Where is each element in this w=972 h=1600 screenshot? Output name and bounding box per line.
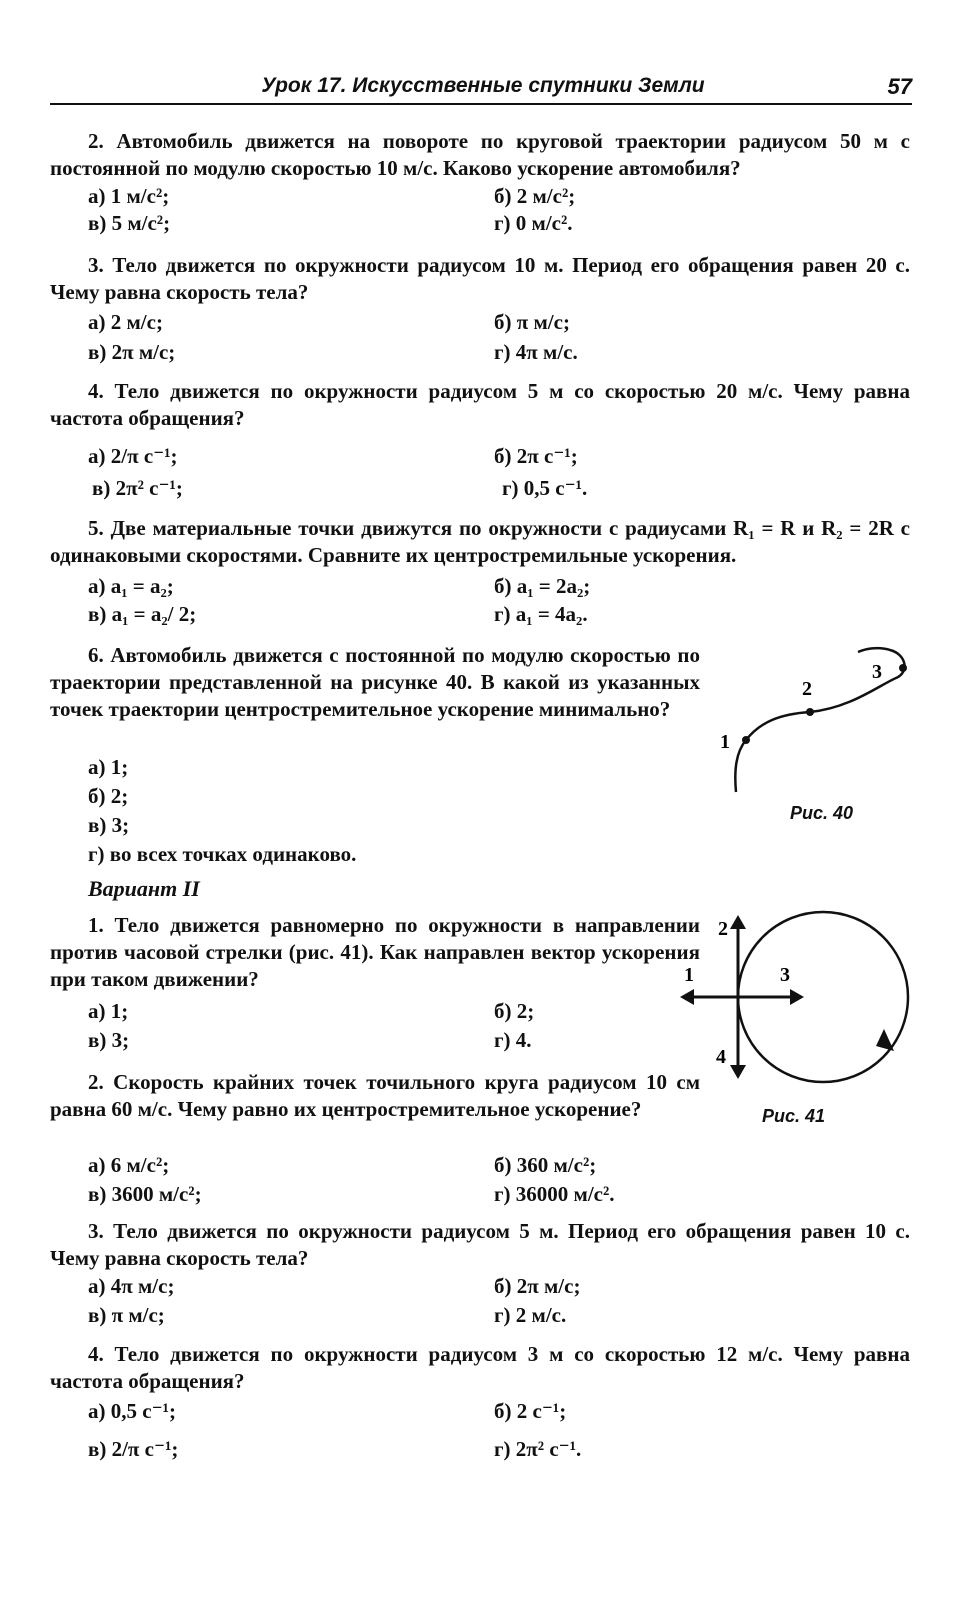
- option-v2-2-a: а) 6 м/с²;: [88, 1153, 170, 1177]
- option-v2-4-a: а) 0,5 с⁻¹;: [88, 1399, 176, 1423]
- option-v1-5-b: б) a₁ = 2a₂;: [494, 574, 591, 598]
- question-v1-6: 6. Автомобиль движется с постоянной по модулю скоростью по траектории представленной на рисунке 40. В какой из указанных точек траектории центростремительное ускорение минимально?: [50, 643, 700, 721]
- option-v1-6-a: а) 1;: [88, 755, 129, 779]
- option-v1-6-c: в) 3;: [88, 813, 130, 837]
- fig41-label-1: 1: [684, 964, 694, 986]
- option-v2-2-b: б) 360 м/с²;: [494, 1153, 597, 1177]
- option-v1-4-d: г) 0,5 с⁻¹.: [502, 476, 588, 500]
- option-v1-5-a: а) a₁ = a₂;: [88, 574, 174, 598]
- option-v2-4-b: б) 2 с⁻¹;: [494, 1399, 567, 1423]
- option-v1-2-b: б) 2 м/с²;: [494, 184, 576, 208]
- option-v1-3-b: б) π м/с;: [494, 310, 570, 334]
- figure-40-caption: Рис. 40: [790, 803, 854, 823]
- option-v1-4-c: в) 2π² с⁻¹;: [92, 476, 183, 500]
- question-v1-5: 5. Две материальные точки движутся по окружности с радиусами R₁ = R и R₂ = 2R с одинаковыми скоростями. Сравните их центростремильные ускорения.: [50, 516, 910, 567]
- vector-3-arrowhead: [790, 989, 804, 1005]
- header-rule: [50, 103, 912, 105]
- trajectory-point-3: [899, 664, 907, 672]
- option-v2-1-d: г) 4.: [494, 1028, 532, 1052]
- rotation-arrow: [876, 1029, 894, 1051]
- vector-4-arrowhead: [730, 1065, 746, 1079]
- option-v1-5-d: г) a₁ = 4a₂.: [494, 602, 588, 626]
- option-v1-6-b: б) 2;: [88, 784, 129, 808]
- option-v1-3-d: г) 4π м/с.: [494, 340, 578, 364]
- question-v1-2: 2. Автомобиль движется на повороте по круговой траектории радиусом 50 м с постоянной по модулю скоростью 10 м/с. Каково ускорение автомобиля?: [50, 129, 910, 180]
- option-v1-3-a: а) 2 м/с;: [88, 310, 163, 334]
- running-header-title: Урок 17. Искусственные спутники Земли: [261, 74, 705, 97]
- trajectory-point-2: [806, 708, 814, 716]
- option-v1-2-a: а) 1 м/с²;: [88, 184, 170, 208]
- option-v1-3-c: в) 2π м/с;: [88, 340, 176, 364]
- option-v2-4-d: г) 2π² с⁻¹.: [494, 1437, 582, 1461]
- option-v2-3-c: в) π м/с;: [88, 1303, 165, 1327]
- question-v2-3: 3. Тело движется по окружности радиусом 5 м. Период его обращения равен 10 с. Чему равна скорость тела?: [50, 1219, 910, 1270]
- page-number: 57: [887, 74, 912, 99]
- option-v1-2-d: г) 0 м/с².: [494, 211, 573, 235]
- figure-41-circle: [670, 905, 930, 1105]
- fig40-label-2: 2: [802, 678, 812, 700]
- vector-2-arrowhead: [730, 915, 746, 929]
- question-v2-4: 4. Тело движется по окружности радиусом 3 м со скоростью 12 м/с. Чему равна частота обращения?: [50, 1342, 910, 1393]
- trajectory-point-1: [742, 736, 750, 744]
- fig40-label-1: 1: [720, 731, 730, 753]
- option-v2-2-c: в) 3600 м/с²;: [88, 1182, 202, 1206]
- option-v2-2-d: г) 36000 м/с².: [494, 1182, 615, 1206]
- question-v1-3: 3. Тело движется по окружности радиусом 10 м. Период его обращения равен 20 с. Чему равна скорость тела?: [50, 253, 910, 304]
- option-v2-3-b: б) 2π м/с;: [494, 1274, 581, 1298]
- option-v2-1-c: в) 3;: [88, 1028, 130, 1052]
- option-v2-3-d: г) 2 м/с.: [494, 1303, 567, 1327]
- fig41-label-3: 3: [780, 964, 790, 986]
- figure-41-caption: Рис. 41: [762, 1106, 826, 1126]
- option-v1-6-d: г) во всех точках одинаково.: [88, 842, 357, 866]
- figure-40-trajectory: [700, 640, 930, 810]
- option-v2-3-a: а) 4π м/с;: [88, 1274, 175, 1298]
- question-v2-1: 1. Тело движется равномерно по окружности в направлении против часовой стрелки (рис. 41). Как направлен вектор ускорения при таком движении?: [50, 913, 700, 991]
- option-v2-4-c: в) 2/π с⁻¹;: [88, 1437, 179, 1461]
- option-v2-1-b: б) 2;: [494, 999, 535, 1023]
- option-v1-5-c: в) a₁ = a₂/ 2;: [88, 602, 197, 626]
- option-v2-1-a: а) 1;: [88, 999, 129, 1023]
- option-v1-4-b: б) 2π с⁻¹;: [494, 444, 578, 468]
- question-v1-4: 4. Тело движется по окружности радиусом 5 м со скоростью 20 м/с. Чему равна частота обращения?: [50, 379, 910, 430]
- question-v2-2: 2. Скорость крайних точек точильного круга радиусом 10 см равна 60 м/с. Чему равно их центростремительное ускорение?: [50, 1070, 700, 1121]
- fig41-label-2: 2: [718, 918, 728, 940]
- variant-2-heading: Вариант II: [88, 876, 200, 901]
- option-v1-4-a: а) 2/π с⁻¹;: [88, 444, 178, 468]
- fig41-label-4: 4: [716, 1046, 726, 1068]
- fig40-label-3: 3: [872, 661, 882, 683]
- option-v1-2-c: в) 5 м/с²;: [88, 211, 171, 235]
